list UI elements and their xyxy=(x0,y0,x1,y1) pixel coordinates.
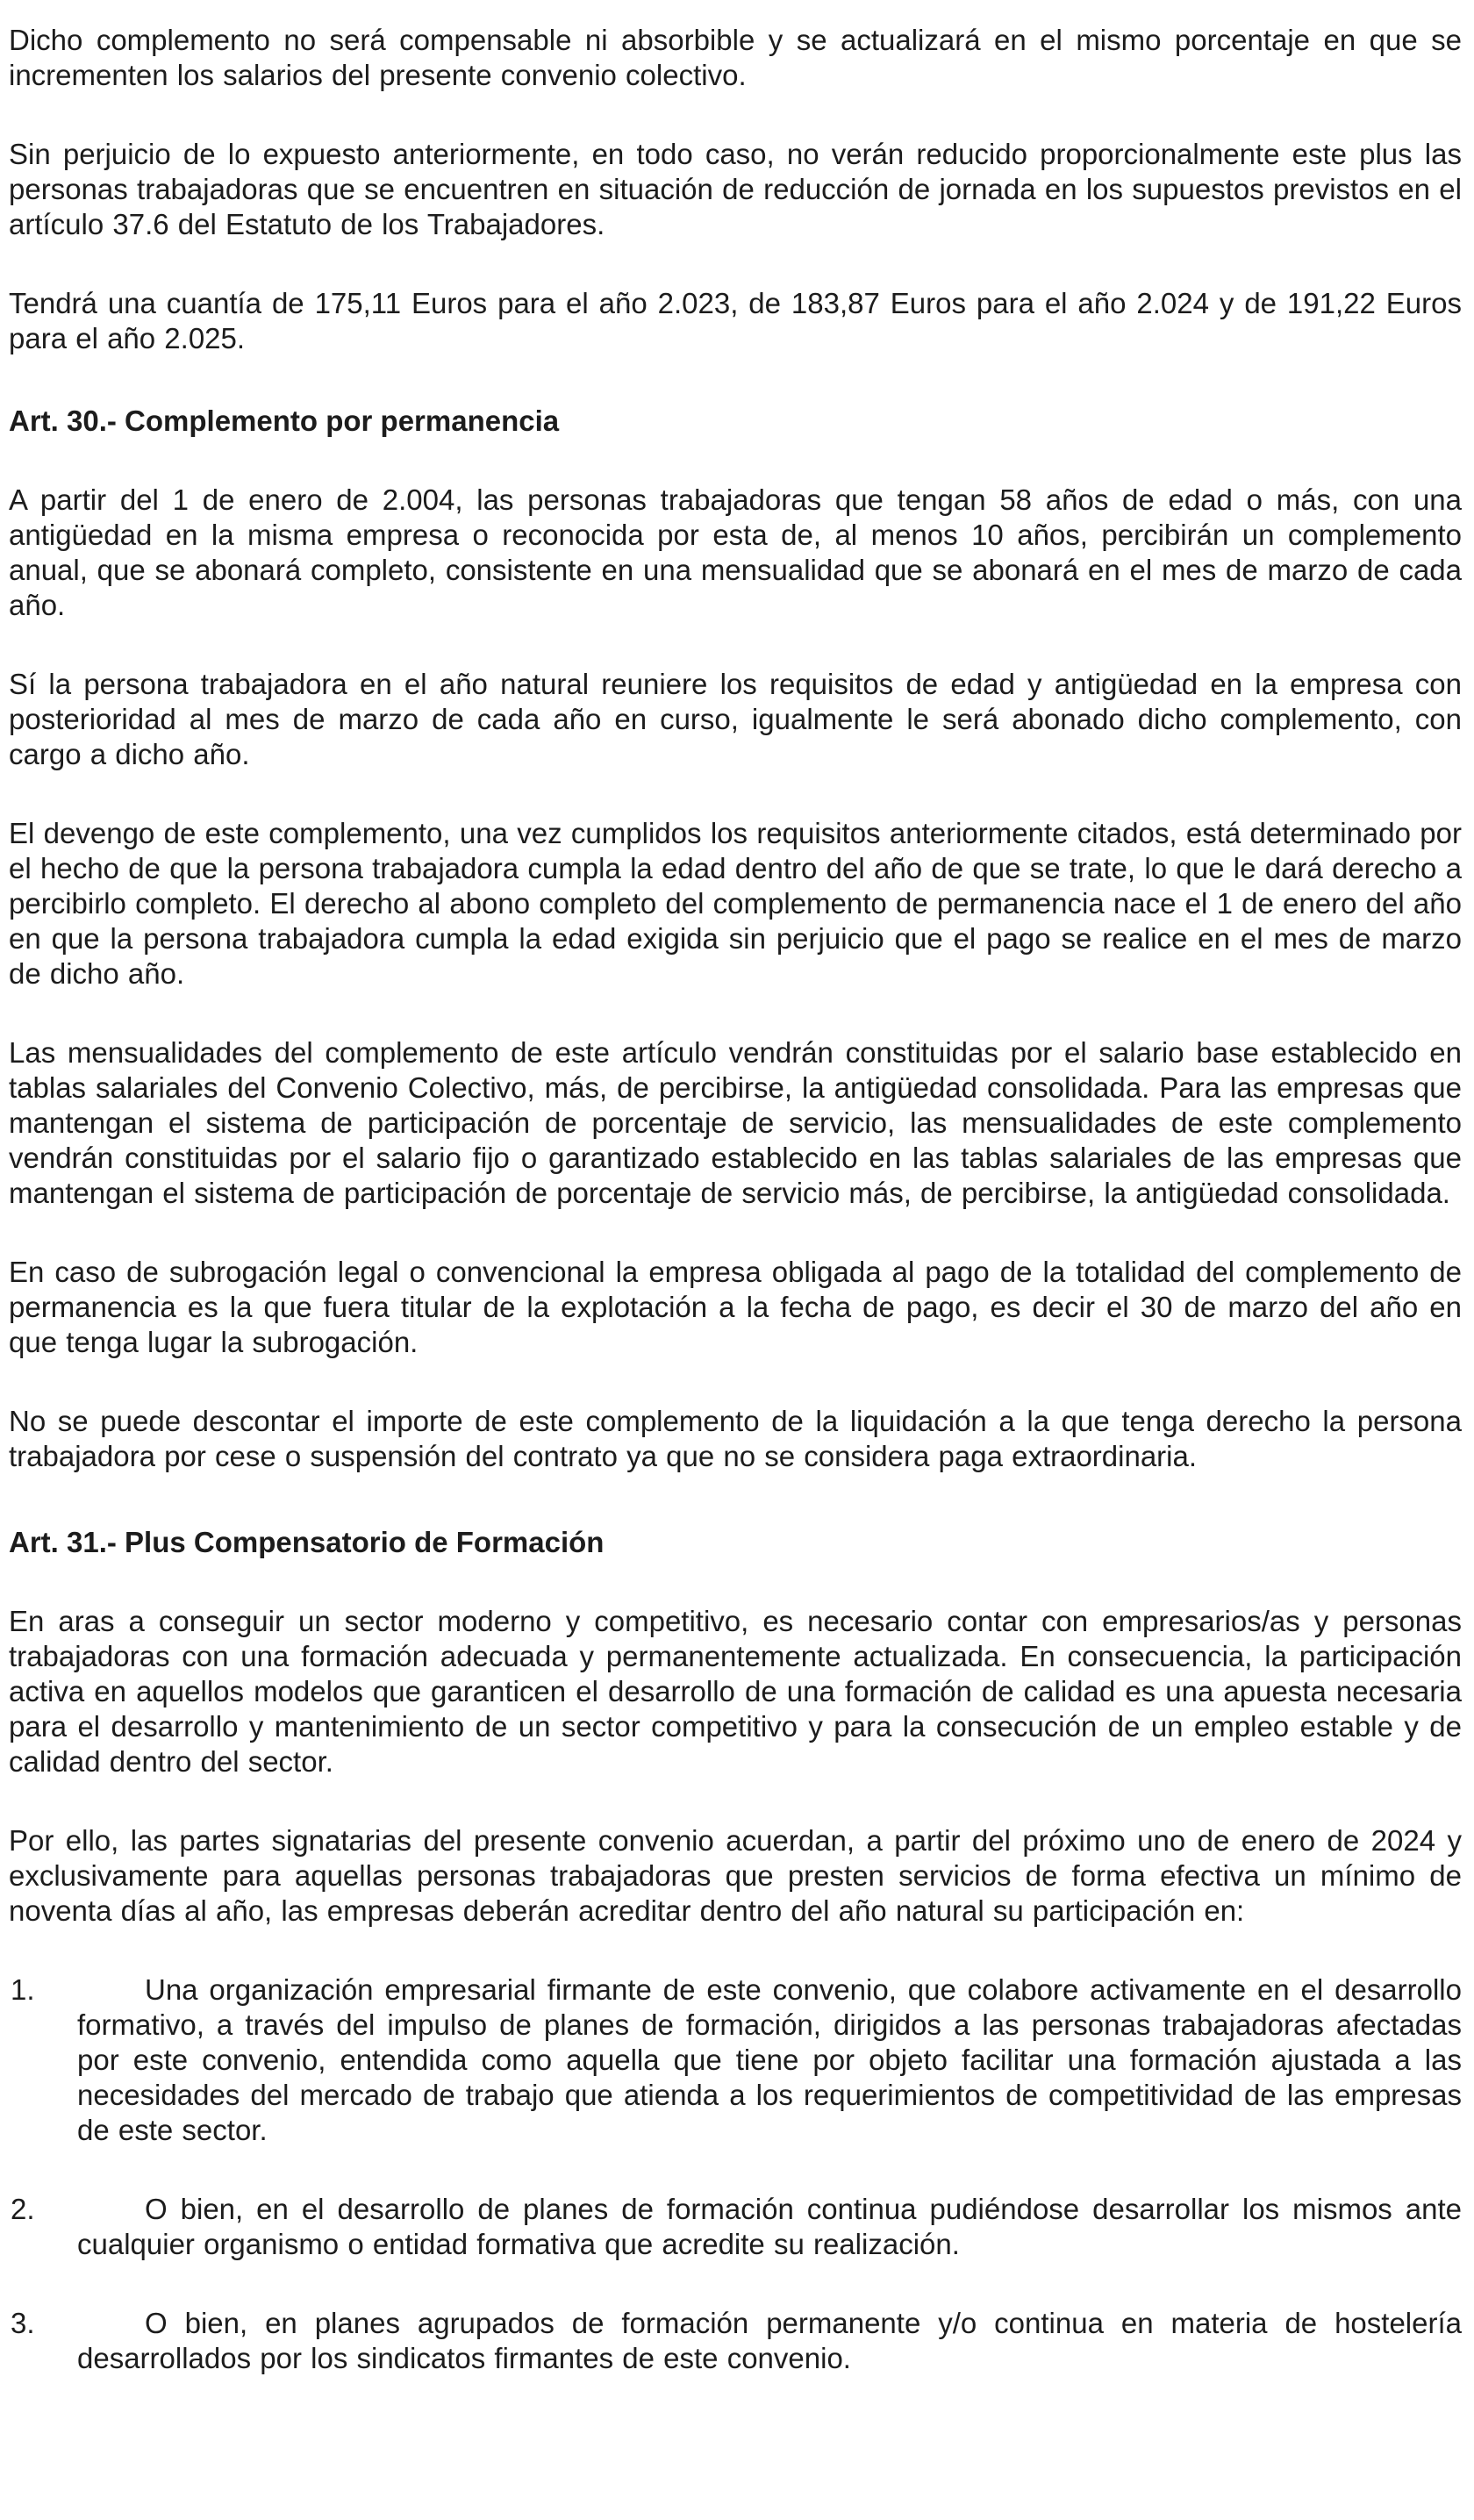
paragraph-a-partir-1-enero: A partir del 1 de enero de 2.004, las personas trabajadoras que tengan 58 años de edad o más, con una antigüedad en la misma empresa o reconocida por esta de, al menos 10 años, percibirán un complemento anual, que se abonará completo, consistente en una mensualidad que se abonará en el mes de marzo de cada año. xyxy=(9,483,1462,621)
paragraph-no-descontar: No se puede descontar el importe de este complemento de la liquidación a la que tenga derecho la persona trabajadora por cese o suspensión del contrato ya que no se considera paga extraordinaria. xyxy=(9,1405,1462,1472)
list-item-1-number: 1. xyxy=(11,1973,35,2006)
paragraph-en-aras: En aras a conseguir un sector moderno y competitivo, es necesario contar con empresarios/as y personas trabajadoras con una formación adecuada y permanentemente actualizada. En consecuencia, la participación activa en aquellos modelos que garanticen el desarrollo de una formación de calidad es una apuesta necesaria para el desarrollo y mantenimiento de un sector competitivo y para la consecución de un empleo estable y de calidad dentro del sector. xyxy=(9,1605,1462,1778)
list-item-2 xyxy=(9,2192,1462,2262)
list-item-3 xyxy=(9,2306,1462,2376)
paragraph-si-la-persona: Sí la persona trabajadora en el año natural reuniere los requisitos de edad y antigüedad en la empresa con posterioridad al mes de marzo de cada año en curso, igualmente le será abonado dicho complemento, con cargo a dicho año. xyxy=(9,668,1462,770)
paragraph-por-ello: Por ello, las partes signatarias del presente convenio acuerdan, a partir del próximo uno de enero de 2024 y exclusivamente para aquellas personas trabajadoras que presten servicios de forma efectiva un mínimo de noventa días al año, las empresas deberán acreditar dentro del año natural su participación en: xyxy=(9,1824,1462,1927)
list-item-2-text: O bien, en el desarrollo de planes de formación continua pudiéndose desarrollar los mismos ante cualquier organismo o entidad formativa que acredite su realización. xyxy=(77,2193,1462,2260)
paragraph-mensualidades: Las mensualidades del complemento de este artículo vendrán constituidas por el salario base establecido en tablas salariales del Convenio Colectivo, más, de percibirse, la antigüedad consolidada. Para las empresas que mantengan el sistema de participación de porcentaje de servicio, las mensualidades de este complemento vendrán constituidas por el salario fijo o garantizado establecido en las tablas salariales de las empresas que mantengan el sistema de participación de porcentaje de servicio más, de percibirse, la antigüedad consolidada. xyxy=(9,1036,1462,1209)
article-31-heading: Art. 31.- Plus Compensatorio de Formación xyxy=(9,1526,605,1558)
paragraph-sin-perjuicio: Sin perjuicio de lo expuesto anteriormente, en todo caso, no verán reducido proporcionalmente este plus las personas trabajadoras que se encuentren en situación de reducción de jornada en los supuestos previstos en el artículo 37.6 del Estatuto de los Trabajadores. xyxy=(9,138,1462,240)
paragraph-complemento-no-compensable: Dicho complemento no será compensable ni absorbible y se actualizará en el mismo porcentaje en que se incrementen los salarios del presente convenio colectivo. xyxy=(9,24,1462,91)
paragraph-devengo-complemento: El devengo de este complemento, una vez cumplidos los requisitos anteriormente citados, está determinado por el hecho de que la persona trabajadora cumpla la edad dentro del año de que se trate, lo que le dará derecho a percibirlo completo. El derecho al abono completo del complemento de permanencia nace el 1 de enero del año en que la persona trabajadora cumpla la edad exigida sin perjuicio que el pago se realice en el mes de marzo de dicho año. xyxy=(9,817,1462,990)
paragraph-cuantia-anual: Tendrá una cuantía de 175,11 Euros para el año 2.023, de 183,87 Euros para el año 2.024 y de 191,22 Euros para el año 2.025. xyxy=(9,287,1462,354)
list-item-3-text: O bien, en planes agrupados de formación permanente y/o continua en materia de hostelería desarrollados por los sindicatos firmantes de este convenio. xyxy=(77,2307,1462,2374)
list-item-1-text: Una organización empresarial firmante de este convenio, que colabore activamente en el desarrollo formativo, a través del impulso de planes de formación, dirigidos a las personas trabajadoras afectadas por este convenio, entendida como aquella que tiene por objeto facilitar una formación ajustada a las necesidades del mercado de trabajo que atienda a los requerimientos de competitividad de las empresas de este sector. xyxy=(77,1973,1462,2146)
paragraph-subrogacion: En caso de subrogación legal o convencional la empresa obligada al pago de la totalidad del complemento de permanencia es la que fuera titular de la explotación a la fecha de pago, es decir el 30 de marzo del año en que tenga lugar la subrogación. xyxy=(9,1256,1462,1358)
list-item-2-number: 2. xyxy=(11,2193,35,2225)
article-30-heading: Art. 30.- Complemento por permanencia xyxy=(9,404,560,437)
list-item-3-number: 3. xyxy=(11,2307,35,2339)
list-item-1 xyxy=(9,1972,1462,2148)
